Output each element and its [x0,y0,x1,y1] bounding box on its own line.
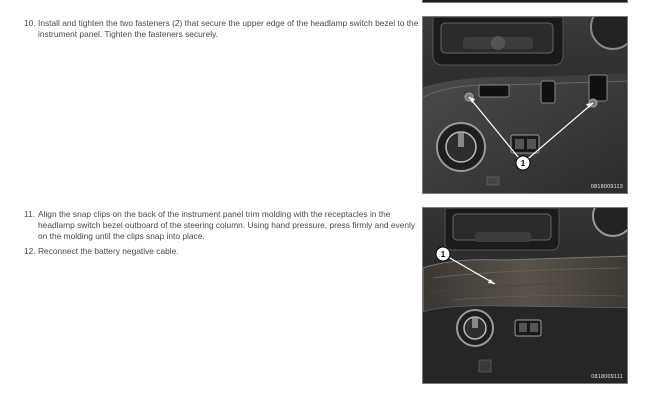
callout-label: 1 [440,250,446,259]
figure-headlamp-bezel-fasteners [422,16,628,194]
step-number: 12. [24,246,36,256]
callout-label: 1 [520,159,526,168]
figure-1-illustration [423,17,628,194]
step-text: Install and tighten the two fasteners (2) that secure the upper edge of the headlamp switch bezel to the instrument panel. Tighten the fasteners securely. [38,18,419,40]
step-text: Reconnect the battery negative cable. [38,246,179,256]
figure-instrument-panel-trim-molding [422,207,628,384]
instruction-step-10 [24,18,420,40]
step-text: Align the snap clips on the back of the instrument panel trim molding with the receptacles in the headlamp switch bezel outboard of the steering column. Using hand pressure, press firmly and evenly on the molding until the clips snap into place. [38,209,416,242]
instruction-step-12 [24,246,420,257]
previous-figure-edge [422,0,628,3]
figure-code: 0818009113 [590,184,623,190]
step-number: 11. [24,209,36,219]
instruction-step-11 [24,209,424,243]
figure-code: 0818009111 [591,374,623,380]
figure-2-illustration [423,208,628,384]
step-number: 10. [24,18,36,28]
